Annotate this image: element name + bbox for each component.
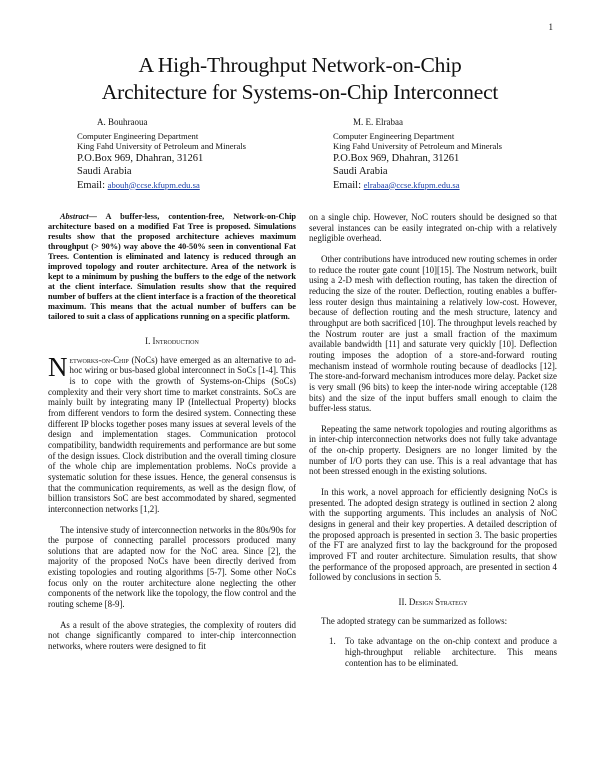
section-title: Introduction: [152, 336, 199, 346]
author-email-line: [77, 178, 246, 193]
email-label: Email:: [333, 179, 364, 191]
paragraph-routing: Other contributions have introduced new routing schemes in order to reduce the router gate count [10][15]. The Nostrum network, built using a 2-D mesh with deflection routing, has taken the direction of reducing the size of the router. Deflection, routing enables a buffer-less router design thus maintaining a relatively low-cost. However, because of deflection routing and the mesh structure, latency and throughput are both sacrificed [10]. The throughput levels reached by the Nostrum router are just a small fraction of the maximum available bandwidth [11] and saturate very quickly [10]. Deflection routing imposes the adoption of a store-and-forward routing mechanism instead of wormhole routing because of deadlocks [12]. The store-and-forward mechanism introduces more delay. Packet size is very small (96 bits) to keep the inter-node wiring acceptable (128 bits) and the size of the input buffers small enough to claim the buffer-less status.: [309, 253, 557, 414]
author-block-1: [77, 117, 246, 193]
author-pobox: P.O.Box 969, Dhahran, 31261: [333, 152, 460, 164]
author-country: Saudi Arabia: [333, 165, 388, 177]
author-email-link[interactable]: elrabaa@ccse.kfupm.edu.sa: [363, 179, 460, 190]
author-email-line: [333, 178, 502, 193]
author-block-2: [333, 117, 502, 193]
paragraph-text: (NoCs) have emerged as an alternative to ad-hoc wiring or bus-based global interconnect in SoCs [1-4]. This is to cope with the growth of Systems-on-Chips (SoCs) complexity and their very short time to market constraints. SoCs are mainly built by integrating many IP (Intellectual Property) blocks from different vendors to form the desired system. Connecting these different IP blocks together poses many issues at several levels of the design and implementation stages. Communication protocol compatibility, bandwidth requirements and performance are but some of the design issues. Clock distribution and the overall timing closure of the whole chip are implementation problems. NoCs provide a systematic solution for these issues. Hence, the general consensus is that the communication requirements, as well as the design flow, of billion transistors SoC are best accommodated by shared, segmented interconnection networks [1,2].: [48, 354, 296, 514]
drop-cap: N: [48, 351, 68, 382]
section-heading-introduction: [48, 336, 296, 347]
right-column: [309, 212, 557, 668]
list-text: To take advantage on the on-chip context and produce a high-throughput reliable architecture. This means contention has to be eliminated.: [345, 636, 557, 668]
title-line-1: A High-Throughput Network-on-Chip: [138, 53, 462, 77]
intro-paragraph-3: As a result of the above strategies, the complexity of routers did not change significantly compared to inter-chip interconnection networks, where routers were designed to fit: [48, 619, 296, 652]
paragraph-topologies: Repeating the same network topologies and routing algorithms as in inter-chip interconnection networks does not fully take advantage of the on-chip property. Designers are no longer limited by the number of I/O ports they can use. This is a real advantage that has not been stressed enough in the existing solutions.: [309, 423, 557, 477]
author-department: Computer Engineering Department: [77, 130, 199, 141]
section-number: I.: [145, 336, 153, 346]
paragraph-outline: In this work, a novel approach for efficiently designing NoCs is presented. The adopted design strategy is outlined in section 2 along with the supporting arguments. This includes an analysis of NoC designs in general and their key properties. A detailed description of the proposed approach is presented in section 3. The basic properties of the FT are analyzed first to lay the background for the proposed improved FT and router architecture. Simulation results, that show the performance of the proposed approach, are presented in section 4 followed by conclusions in section 5.: [309, 487, 557, 583]
paper-title: [0, 52, 600, 106]
page-number: 1: [548, 22, 553, 32]
author-name: A. Bouhraoua: [97, 117, 148, 127]
list-item: [309, 636, 557, 668]
abstract-text: — A buffer-less, contention-free, Network-on-Chip architecture based on a modified Fat Tree is proposed. Simulations results show that the proposed architecture achieves maximum throughput (> 90%) way above the 40-50% seen in conventional Fat Trees. Contention is eliminated and latency is reduced through an improved topology and router architecture. Area of the network is kept to a minimum by pushing the buffers to the edge of the network at the client interface. Simulation results show that the required number of buffers at the client interface is a fraction of the theoretical maximum. This means that the actual number of buffers can be tailored to suit a class of applications running on a specific platform.: [48, 212, 296, 321]
email-label: Email:: [77, 179, 108, 191]
author-pobox: P.O.Box 969, Dhahran, 31261: [77, 152, 204, 164]
lead-in: etworks-on-Chip: [69, 354, 129, 365]
paragraph-continued: on a single chip. However, NoC routers should be designed so that several instances can be easily integrated on-chip with a relatively negligible overhead.: [309, 212, 557, 244]
section-number: II.: [398, 597, 409, 607]
author-email-link[interactable]: abouh@ccse.kfupm.edu.sa: [107, 179, 200, 190]
author-country: Saudi Arabia: [77, 165, 132, 177]
strategy-intro: The adopted strategy can be summarized as follows:: [321, 615, 508, 626]
section-title: Design Strategy: [408, 597, 468, 607]
abstract-label: Abstract: [60, 212, 89, 221]
abstract: [48, 212, 296, 322]
intro-paragraph-1: [48, 351, 296, 515]
author-university: King Fahd University of Petroleum and Minerals: [77, 141, 246, 151]
author-department: Computer Engineering Department: [333, 130, 455, 141]
intro-paragraph-2: The intensive study of interconnection networks in the 80s/90s for the purpose of connecting parallel processors produced many solutions that are adapted now for the NoC area. Since [2], the majority of the proposed NoCs have been directly derived from existing topologies and routing algorithms [5-7]. Some other NoCs focus only on the router architecture alone neglecting the other components of the network like the topology, the flow control and the routing scheme [8-9].: [48, 524, 296, 610]
list-number: 1.: [329, 636, 336, 647]
title-line-2: Architecture for Systems-on-Chip Interconnect: [101, 80, 499, 104]
author-name: M. E. Elrabaa: [353, 117, 403, 127]
left-column: [48, 212, 296, 662]
author-university: King Fahd University of Petroleum and Minerals: [333, 141, 502, 151]
section-heading-design-strategy: [309, 597, 557, 608]
